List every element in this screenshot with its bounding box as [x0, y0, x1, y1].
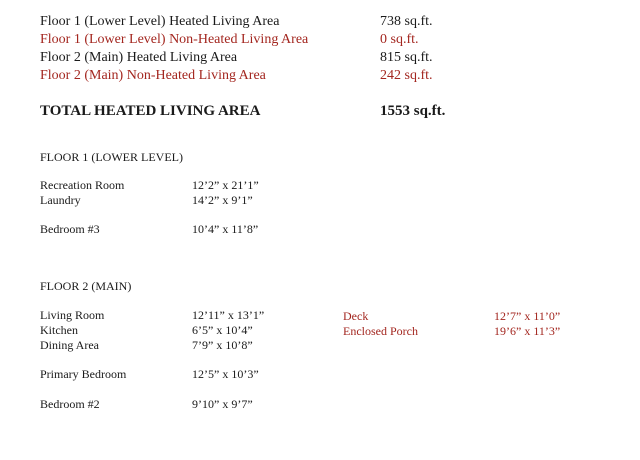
- floor1-heading: FLOOR 1 (LOWER LEVEL): [40, 150, 183, 164]
- floor1-heated-value: 738 sq.ft.: [380, 14, 433, 29]
- outdoor-dims-porch: 19’6” x 11’3”: [494, 324, 561, 338]
- room-dims: 12’11” x 13’1”: [192, 308, 265, 322]
- floor2-nonheated-value: 242 sq.ft.: [380, 68, 433, 83]
- room-dims: 6’5” x 10’4”: [192, 323, 253, 337]
- room-dims: 12’5” x 10’3”: [192, 367, 259, 381]
- total-heated-label: TOTAL HEATED LIVING AREA: [40, 103, 261, 119]
- room-name: Recreation Room: [40, 178, 125, 192]
- floor1-nonheated-value: 0 sq.ft.: [380, 32, 419, 47]
- outdoor-name-porch: Enclosed Porch: [343, 324, 418, 338]
- room-name: Laundry: [40, 193, 81, 207]
- room-name: Primary Bedroom: [40, 367, 127, 381]
- room-dims: 9’10” x 9’7”: [192, 397, 253, 411]
- outdoor-name-deck: Deck: [343, 309, 369, 323]
- room-dims: 10’4” x 11’8”: [192, 222, 259, 236]
- room-dims: 12’2” x 21’1”: [192, 178, 259, 192]
- room-name: Bedroom #2: [40, 397, 100, 411]
- room-name: Dining Area: [40, 338, 99, 352]
- floor1-nonheated-label: Floor 1 (Lower Level) Non-Heated Living Area: [40, 32, 309, 47]
- floor2-heading: FLOOR 2 (MAIN): [40, 279, 132, 293]
- room-name: Kitchen: [40, 323, 78, 337]
- room-dims: 14’2” x 9’1”: [192, 193, 253, 207]
- outdoor-dims-deck: 12’7” x 11’0”: [494, 309, 561, 323]
- room-dims: 7’9” x 10’8”: [192, 338, 253, 352]
- room-name: Living Room: [40, 308, 105, 322]
- floor2-heated-label: Floor 2 (Main) Heated Living Area: [40, 50, 238, 65]
- floor2-nonheated-label: Floor 2 (Main) Non-Heated Living Area: [40, 68, 266, 83]
- total-heated-value: 1553 sq.ft.: [380, 103, 446, 119]
- floor2-heated-value: 815 sq.ft.: [380, 50, 433, 65]
- room-name: Bedroom #3: [40, 222, 100, 236]
- floor1-heated-label: Floor 1 (Lower Level) Heated Living Area: [40, 14, 280, 29]
